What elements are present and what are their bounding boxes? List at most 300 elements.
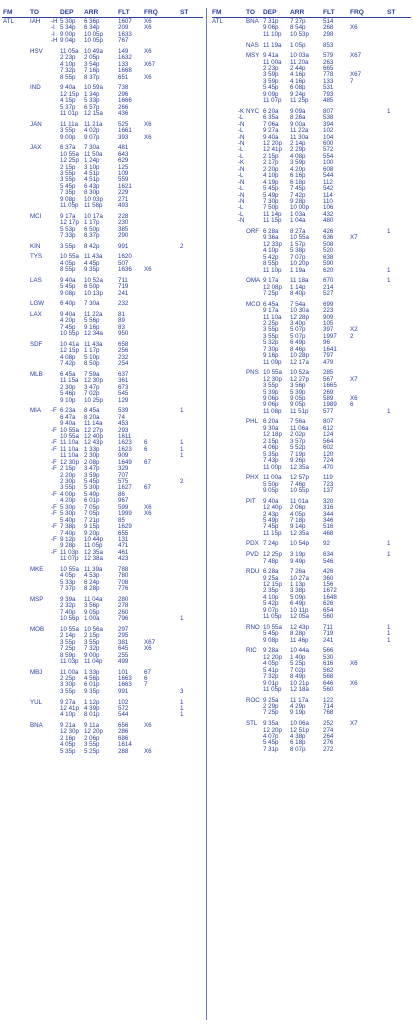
departure-cell: 7 38p — [60, 523, 76, 531]
destination-cell: JAX — [30, 144, 42, 152]
arrival-cell: 7 27p — [290, 18, 306, 25]
destination-cell: MSY — [246, 52, 260, 60]
departure-cell: 11 01p — [60, 110, 79, 118]
destination-cell: PDX — [246, 540, 259, 548]
departure-cell: 6 40p — [60, 300, 76, 308]
departure-cell: 9 06p — [263, 394, 279, 402]
arrival-cell: 10 06a — [290, 720, 309, 728]
departure-cell: 4 10p — [263, 593, 279, 601]
frequency-cell: X67 — [144, 60, 156, 68]
departure-cell: 4 20p — [60, 497, 76, 505]
stops-cell: 1 — [180, 407, 184, 415]
departure-cell: 11 07p — [60, 555, 79, 563]
arrival-cell: 4 51p — [84, 169, 100, 177]
departure-cell: 4 05p — [60, 259, 76, 267]
frequency-cell: 67 — [144, 668, 151, 676]
arrival-cell: 10 03a — [290, 52, 309, 60]
arrival-cell: 9 05p — [84, 608, 100, 616]
arrival-cell: 12 28p — [290, 313, 309, 321]
frequency-cell: 6 — [350, 401, 354, 409]
flight-number-cell: 293 — [118, 426, 129, 434]
flight-number-cell: 1633 — [118, 30, 132, 38]
flight-number-cell: 767 — [118, 37, 129, 45]
stops-cell: 1 — [387, 227, 391, 235]
flight-number-cell: 129 — [118, 396, 129, 404]
airport-suffix-cell: -H — [51, 18, 58, 25]
departure-cell: 5 41p — [263, 666, 279, 674]
flight-number-cell: 909 — [323, 313, 334, 321]
arrival-cell: 1 40p — [290, 653, 306, 661]
arrival-cell: 5 25p — [290, 660, 306, 668]
departure-cell: 3 55p — [60, 638, 76, 646]
frequency-cell: X6 — [144, 503, 152, 511]
arrival-cell: 12 20p — [84, 728, 103, 736]
departure-cell: 5 45p — [60, 182, 76, 190]
arrival-cell: 1 57p — [290, 240, 306, 248]
flight-number-cell: 554 — [323, 152, 334, 160]
flight-number-cell: 298 — [323, 30, 334, 38]
flight-number-cell: 254 — [118, 360, 129, 368]
arrival-cell: 8 37p — [84, 73, 100, 81]
frequency-cell: X6 — [350, 679, 358, 687]
flight-number-cell: 620 — [323, 266, 334, 274]
flight-number-cell: 156 — [323, 581, 334, 588]
departure-cell: 5 50p — [263, 480, 279, 488]
flight-number-cell: 89 — [118, 317, 125, 325]
departure-cell: 12 41p — [60, 704, 79, 712]
departure-cell: 12 20p — [263, 140, 282, 147]
departure-cell: 9 17a — [263, 277, 279, 285]
arrival-cell: 10 54p — [290, 540, 309, 548]
departure-cell: 7 42p — [60, 360, 76, 368]
arrival-cell: 1 24p — [84, 157, 100, 165]
arrival-cell: 4 38p — [290, 732, 306, 740]
destination-cell: STL — [246, 720, 258, 728]
departure-cell: 9 40a — [263, 497, 279, 505]
departure-cell: 2 29p — [263, 703, 279, 710]
frequency-cell: X67 — [350, 52, 362, 60]
destination-cell: MSP — [30, 595, 44, 603]
flight-number-cell: 263 — [323, 58, 334, 66]
flight-number-cell: 137 — [323, 487, 334, 494]
departure-cell: 9 09p — [263, 90, 279, 98]
frequency-cell: X6 — [144, 645, 152, 653]
flight-number-cell: 616 — [323, 660, 334, 668]
departure-cell: 11 10p — [263, 30, 282, 38]
arrival-cell: 10 55a — [290, 234, 309, 242]
departure-cell: 2 35p — [263, 587, 279, 595]
flight-number-cell: 589 — [323, 394, 334, 402]
destination-cell: PNS — [246, 369, 259, 377]
flight-number-cell: 453 — [118, 420, 129, 428]
destination-cell: ROC — [246, 696, 260, 704]
flight-number-cell: 344 — [323, 510, 334, 518]
departure-cell: 11 10a — [60, 439, 79, 447]
departure-cell: 6 47a — [60, 413, 76, 421]
departure-cell: 12 25p — [60, 157, 79, 165]
stops-cell: 1 — [387, 630, 391, 638]
departure-cell: 10 55a — [263, 623, 282, 631]
arrival-cell: 5 38p — [290, 247, 306, 255]
destination-cell: IND — [30, 84, 41, 92]
arrival-cell: 5 07p — [290, 326, 306, 334]
flight-number-cell: 645 — [118, 645, 129, 653]
flight-number-cell: 288 — [118, 747, 129, 755]
departure-cell: 2 16p — [60, 734, 76, 742]
departure-cell: 7 30p — [263, 197, 279, 205]
departure-cell: 5 35p — [60, 747, 76, 755]
departure-cell: 2 23p — [263, 65, 279, 72]
departure-cell: 2 30p — [60, 478, 76, 485]
arrival-cell: 1 17p — [84, 347, 100, 355]
flight-number-cell: 1649 — [118, 458, 132, 466]
arrival-cell: 12 30p — [84, 377, 103, 385]
arrival-cell: 7 45p — [290, 185, 306, 193]
departure-cell: 11 11a — [60, 120, 79, 128]
stops-cell: 3 — [180, 687, 184, 695]
arrival-cell: 8 54p — [290, 24, 306, 32]
header-to: TO — [246, 9, 256, 16]
arrival-cell: 10 44p — [84, 535, 103, 543]
flight-number-cell: 1614 — [118, 741, 132, 749]
flight-row — [210, 531, 413, 537]
frequency-cell: X7 — [350, 234, 358, 242]
arrival-cell: 12 27p — [290, 375, 309, 383]
flight-number-cell: 280 — [118, 595, 129, 603]
departure-cell: 4 19p — [263, 178, 279, 186]
departure-cell: 2 43p — [263, 510, 279, 518]
flight-number-cell: 264 — [323, 732, 334, 740]
arrival-cell: 1 05p — [290, 41, 306, 49]
departure-cell: 4 05p — [60, 741, 76, 749]
departure-cell: 10 41a — [60, 340, 79, 348]
departure-cell: 9 08p — [60, 289, 76, 297]
departure-cell: 9 35a — [263, 720, 279, 728]
destination-cell: MCI — [30, 212, 42, 220]
departure-cell: 9 40a — [60, 310, 76, 318]
departure-cell: 3 55p — [60, 484, 76, 492]
flight-row — [210, 218, 413, 224]
flight-number-cell: 485 — [323, 97, 334, 105]
departure-cell: 7 37p — [60, 585, 76, 593]
departure-cell: 11 15p — [263, 529, 282, 537]
departure-cell: 10 55a — [60, 625, 79, 633]
airport-suffix-cell: -F — [51, 535, 57, 543]
destination-cell: PHL — [246, 418, 259, 426]
flight-number-cell: 673 — [118, 383, 129, 391]
flight-number-cell: 122 — [323, 696, 334, 704]
flight-number-cell: 1629 — [118, 523, 132, 531]
departure-cell: 12 33p — [263, 240, 282, 248]
arrival-cell: 8 28p — [84, 585, 100, 593]
arrival-cell: 5 25p — [84, 747, 100, 755]
flight-number-cell: 381 — [118, 638, 129, 646]
flight-row — [0, 361, 205, 367]
flight-number-cell: 426 — [323, 568, 334, 576]
flight-number-cell: 286 — [118, 728, 129, 736]
arrival-cell: 9 26p — [290, 457, 306, 465]
flight-number-cell: 481 — [118, 144, 129, 152]
arrival-cell: 12 18a — [290, 685, 309, 693]
frequency-cell: X6 — [144, 73, 152, 81]
departure-cell: 5 42p — [263, 600, 279, 608]
arrival-cell: 11 39a — [84, 565, 103, 573]
arrival-cell: 2 14p — [290, 140, 306, 147]
arrival-cell: 12 05a — [290, 613, 309, 621]
departure-cell: 5 45p — [263, 84, 279, 92]
flight-number-cell: 572 — [118, 704, 129, 712]
departure-cell: 11 00a — [263, 474, 282, 482]
arrival-cell: 6 50p — [84, 283, 100, 291]
arrival-cell: 5 07p — [290, 332, 306, 340]
flight-row — [0, 712, 205, 718]
arrival-cell: 12 15a — [84, 110, 103, 118]
flight-number-cell: 797 — [323, 352, 334, 360]
flight-row — [210, 614, 413, 620]
arrival-cell: 11 05p — [84, 542, 103, 550]
airport-suffix-cell: -N — [238, 178, 245, 186]
arrival-cell: 1 17p — [84, 219, 100, 227]
flight-number-cell: 807 — [323, 418, 334, 426]
flight-number-cell: 853 — [323, 41, 334, 49]
flight-number-cell: 112 — [323, 178, 333, 186]
destination-cell: BNA — [30, 722, 43, 729]
flight-number-cell: 711 — [323, 623, 333, 631]
frequency-cell: X67 — [350, 71, 362, 79]
stops-cell: 1 — [387, 266, 391, 274]
departure-cell: 9 10p — [60, 396, 76, 404]
departure-cell: 2 15p — [60, 163, 76, 171]
flight-number-cell: 96 — [323, 339, 330, 347]
frequency-cell: X6 — [144, 133, 152, 141]
arrival-cell: 11 14a — [84, 420, 103, 428]
origin-cell: ATL — [3, 18, 14, 25]
airport-suffix-cell: -L — [238, 185, 244, 193]
departure-cell: 8 55p — [263, 260, 279, 268]
flight-number-cell: 638 — [323, 253, 334, 261]
stops-cell: 1 — [180, 445, 184, 453]
destination-cell: MCO — [246, 300, 261, 308]
flight-number-cell: 316 — [323, 504, 334, 512]
arrival-cell: 4 05p — [290, 510, 306, 518]
departure-cell: 11 00a — [60, 668, 79, 676]
arrival-cell: 9 05p — [290, 394, 306, 402]
departure-cell: 7 25p — [263, 709, 279, 717]
airport-suffix-cell: -L — [238, 114, 244, 122]
flight-number-cell: 397 — [323, 326, 334, 334]
departure-cell: 9 04p — [60, 37, 76, 45]
airport-suffix-cell: -N — [238, 140, 245, 147]
departure-cell: 3 59p — [263, 77, 279, 85]
stops-cell: 2 — [180, 242, 184, 250]
destination-cell: NAS — [246, 41, 259, 49]
arrival-cell: 4 39p — [84, 704, 100, 712]
arrival-cell: 1 33p — [84, 668, 100, 676]
frequency-cell: X7 — [350, 720, 358, 728]
stops-cell: 1 — [180, 452, 184, 460]
flight-number-cell: 508 — [323, 240, 334, 248]
arrival-cell: 9 20p — [84, 529, 100, 537]
departure-cell: 9 25a — [263, 696, 279, 704]
flight-number-cell: 707 — [118, 471, 129, 479]
flight-number-cell: 1663 — [118, 681, 132, 689]
departure-cell: 5 37p — [60, 103, 76, 111]
arrival-cell: 5 09p — [290, 593, 306, 601]
departure-cell: 11 00p — [263, 463, 282, 471]
flight-number-cell: 1620 — [118, 253, 132, 261]
arrival-cell: 4 51p — [84, 176, 100, 184]
arrival-cell: 8 37p — [84, 232, 100, 240]
stops-cell: 1 — [387, 277, 391, 285]
arrival-cell: 7 19p — [290, 450, 306, 458]
flight-number-cell: 214 — [323, 283, 334, 291]
flight-number-cell: 149 — [118, 47, 129, 55]
flight-number-cell: 1621 — [118, 182, 132, 190]
arrival-cell: 4 20p — [290, 165, 306, 173]
departure-cell: 5 32p — [263, 339, 279, 347]
departure-cell: 2 25p — [60, 675, 76, 682]
departure-cell: 7 48p — [263, 557, 279, 565]
stops-cell: 1 — [387, 540, 391, 548]
arrival-cell: 12 38a — [84, 555, 103, 563]
arrival-cell: 6 16p — [290, 172, 306, 180]
flight-number-cell: 560 — [323, 685, 334, 693]
arrival-cell: 11 58p — [84, 202, 103, 210]
header-fm: FM — [3, 9, 13, 16]
flight-number-cell: 232 — [118, 353, 129, 361]
arrival-cell: 7 02p — [84, 390, 100, 398]
arrival-cell: 8 42p — [84, 242, 100, 250]
stops-cell: 1 — [180, 704, 184, 712]
flight-number-cell: 654 — [323, 606, 334, 614]
arrival-cell: 11 21a — [84, 120, 103, 128]
arrival-cell: 10 52a — [290, 369, 309, 377]
departure-cell: 12 30p — [263, 375, 282, 383]
departure-cell: 12 40p — [263, 504, 282, 512]
header-st: ST — [387, 9, 396, 16]
airport-suffix-cell: -F — [51, 465, 57, 473]
arrival-cell: 5 33p — [84, 97, 100, 105]
flight-row — [0, 135, 205, 141]
arrival-cell: 10 05p — [84, 30, 103, 38]
flight-number-cell: 479 — [323, 358, 334, 366]
departure-cell: 2 25p — [263, 319, 279, 327]
arrival-cell: 7 42p — [290, 191, 306, 199]
flight-number-cell: 1636 — [118, 266, 132, 274]
departure-cell: 5 30p — [60, 510, 76, 518]
arrival-cell: 10 52a — [84, 276, 103, 284]
departure-cell: 5 35p — [263, 450, 279, 458]
flight-number-cell: 778 — [323, 71, 334, 79]
destination-cell: PIT — [246, 497, 256, 505]
arrival-cell: 3 38p — [290, 587, 306, 595]
arrival-cell: 12 43p — [84, 439, 103, 447]
flight-number-cell: 768 — [323, 709, 334, 717]
arrival-cell: 8 46p — [290, 345, 306, 353]
flight-row — [0, 38, 205, 44]
flight-row — [210, 43, 413, 49]
flight-number-cell: 665 — [323, 65, 334, 72]
flight-number-cell: 776 — [118, 585, 129, 593]
flight-number-cell: 575 — [118, 478, 129, 485]
departure-cell: 7 31p — [263, 18, 279, 25]
flight-number-cell: 1641 — [323, 345, 337, 353]
departure-cell: 2 15p — [263, 437, 279, 445]
departure-cell: 12 15p — [263, 581, 282, 588]
departure-cell: 9 17a — [60, 212, 76, 220]
flight-row — [0, 556, 205, 562]
destination-cell: SDF — [30, 340, 43, 348]
frequency-cell: X6 — [144, 510, 152, 518]
departure-cell: 4 10p — [60, 711, 76, 719]
arrival-cell: 11 01a — [290, 497, 309, 505]
stops-cell: 1 — [180, 711, 184, 719]
arrival-cell: 10 49a — [84, 47, 103, 55]
flight-number-cell: 714 — [323, 703, 334, 710]
arrival-cell: 2 29p — [290, 146, 306, 154]
departure-cell: 12 08p — [263, 283, 282, 291]
departure-cell: 5 45p — [60, 283, 76, 291]
frequency-cell: X67 — [144, 638, 156, 646]
arrival-cell: 9 09a — [290, 107, 306, 115]
flight-number-cell: 360 — [323, 574, 334, 582]
frequency-cell: 7 — [350, 77, 354, 85]
arrival-cell: 2 02p — [290, 431, 306, 439]
arrival-cell: 9 16p — [84, 323, 100, 331]
arrival-cell: 8 30p — [84, 189, 100, 197]
flight-number-cell: 651 — [118, 73, 129, 81]
flight-number-cell: 1997 — [323, 332, 337, 340]
arrival-cell: 11 50a — [84, 150, 103, 158]
arrival-cell: 5 52p — [290, 444, 306, 452]
departure-cell: 7 30p — [263, 345, 279, 353]
arrival-cell: 11 30a — [290, 133, 309, 141]
arrival-cell: 2 08p — [84, 458, 100, 466]
flight-number-cell: 241 — [323, 636, 334, 644]
departure-cell: 9 40a — [60, 276, 76, 284]
departure-cell: 11 03p — [60, 657, 79, 665]
flight-number-cell: 686 — [118, 734, 129, 742]
flight-number-cell: 516 — [323, 523, 334, 531]
departure-cell: 4 15p — [60, 97, 76, 105]
arrival-cell: 2 15p — [84, 632, 100, 640]
schedule-body — [210, 19, 413, 753]
airport-suffix-cell: -K — [238, 107, 245, 115]
flight-row — [0, 75, 205, 81]
departure-cell: 3 55p — [60, 242, 76, 250]
flight-row — [0, 111, 205, 117]
flight-number-cell: 92 — [323, 540, 330, 548]
flight-number-cell: 432 — [323, 210, 334, 218]
arrival-cell: 3 54p — [84, 60, 100, 68]
header-dep: DEP — [60, 9, 74, 16]
departure-cell: 2 20p — [60, 471, 76, 479]
frequency-cell: X6 — [144, 266, 152, 274]
arrival-cell: 6 50p — [84, 225, 100, 233]
departure-cell: 4 20p — [60, 317, 76, 325]
arrival-cell: 3 55p — [84, 638, 100, 646]
arrival-cell: 10 25p — [84, 396, 103, 404]
departure-cell: 2 23p — [60, 54, 76, 62]
stops-cell: 1 — [387, 636, 391, 644]
departure-cell: 4 10p — [263, 247, 279, 255]
flight-number-cell: 1611 — [118, 432, 132, 440]
stops-cell: 1 — [180, 615, 184, 623]
departure-cell: 7 45p — [263, 523, 279, 531]
flight-number-cell: 1627 — [118, 484, 132, 492]
arrival-cell: 11 43a — [84, 253, 103, 261]
departure-cell: 12 30p — [60, 458, 79, 466]
